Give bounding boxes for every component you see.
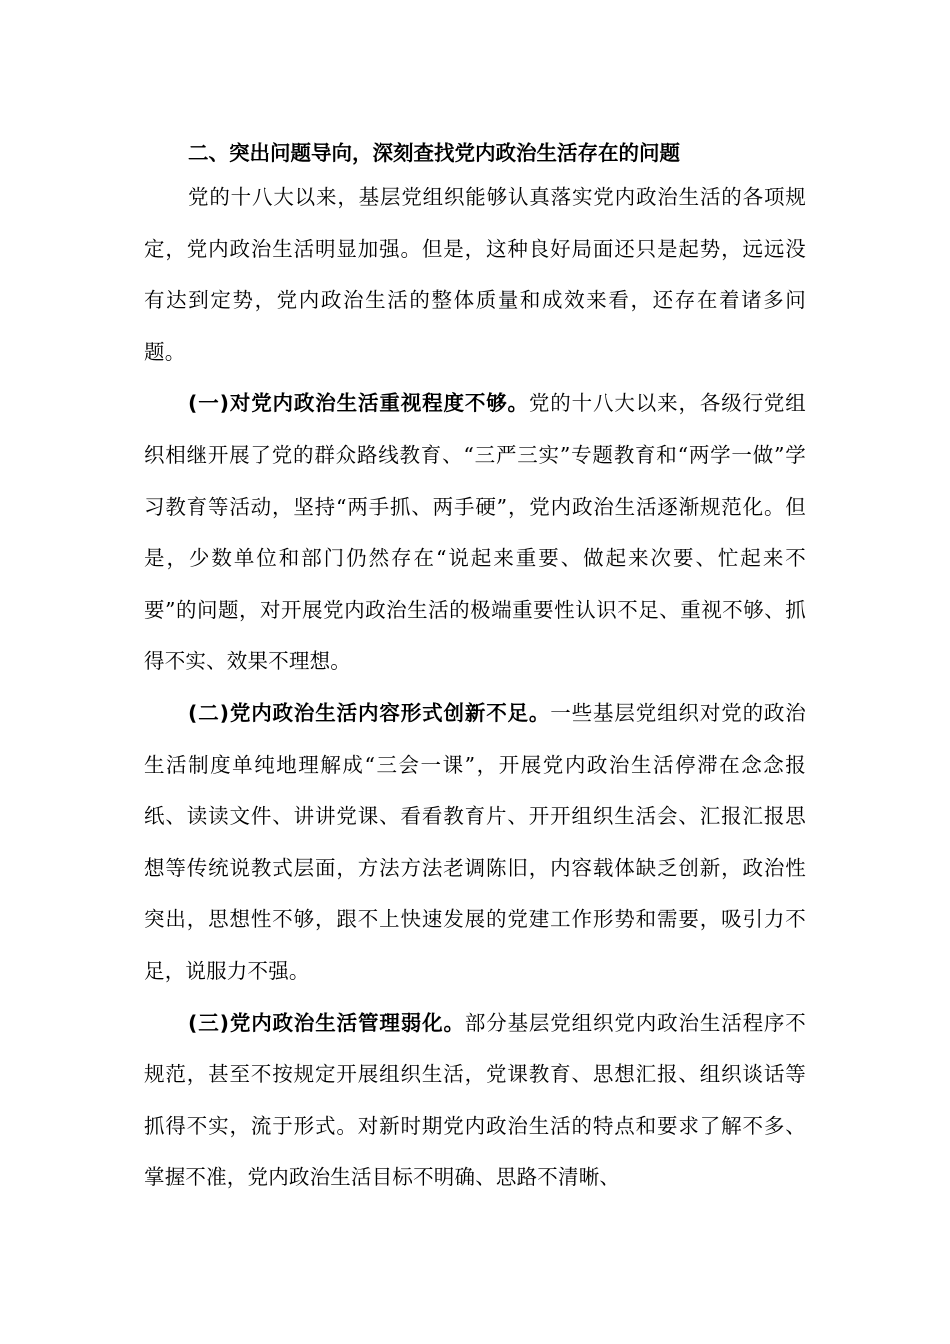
paragraph-text: 党的十八大以来，基层党组织能够认真落实党内政治生活的各项规定，党内政治生活明显加强。但是，这种良好局面还只是起势，远远没有达到定势，党内政治生活的整体质量和成效来看，还存在着诸多问题。 (144, 185, 806, 364)
paragraph-item-2 (144, 688, 806, 998)
paragraph-intro (144, 172, 806, 378)
document-body (144, 134, 806, 1204)
paragraph-lead: (一)对党内政治生活重视程度不够。 (188, 391, 529, 416)
paragraph-lead: (三)党内政治生活管理弱化。 (188, 1010, 465, 1035)
paragraph-text: 部分基层党组织党内政治生活程序不规范，甚至不按规定开展组织生活，党课教育、思想汇报、组织谈话等抓得不实，流于形式。对新时期党内政治生活的特点和要求了解不多、掌握不准，党内政治生活目标不明确、思路不清晰、 (144, 1010, 806, 1190)
section-heading: 二、突出问题导向，深刻查找党内政治生活存在的问题 (188, 141, 680, 165)
paragraph-lead: (二)党内政治生活内容形式创新不足。 (188, 700, 551, 725)
paragraph-item-3 (144, 998, 806, 1204)
paragraph-item-1 (144, 378, 806, 688)
paragraph-text: 一些基层党组织对党的政治生活制度单纯地理解成“三会一课”，开展党内政治生活停滞在念念报纸、读读文件、讲讲党课、看看教育片、开开组织生活会、汇报汇报思想等传统说教式层面，方法方法老调陈旧，内容载体缺乏创新，政治性突出，思想性不够，跟不上快速发展的党建工作形势和需要，吸引力不足，说服力不强。 (144, 700, 806, 983)
paragraph-text: 党的十八大以来，各级行党组织相继开展了党的群众路线教育、“三严三实”专题教育和“两学一做”学习教育等活动，坚持“两手抓、两手硬”，党内政治生活逐渐规范化。但是，少数单位和部门仍然存在“说起来重要、做起来次要、忙起来不要”的问题，对开展党内政治生活的极端重要性认识不足、重视不够、抓得不实、效果不理想。 (144, 391, 806, 674)
